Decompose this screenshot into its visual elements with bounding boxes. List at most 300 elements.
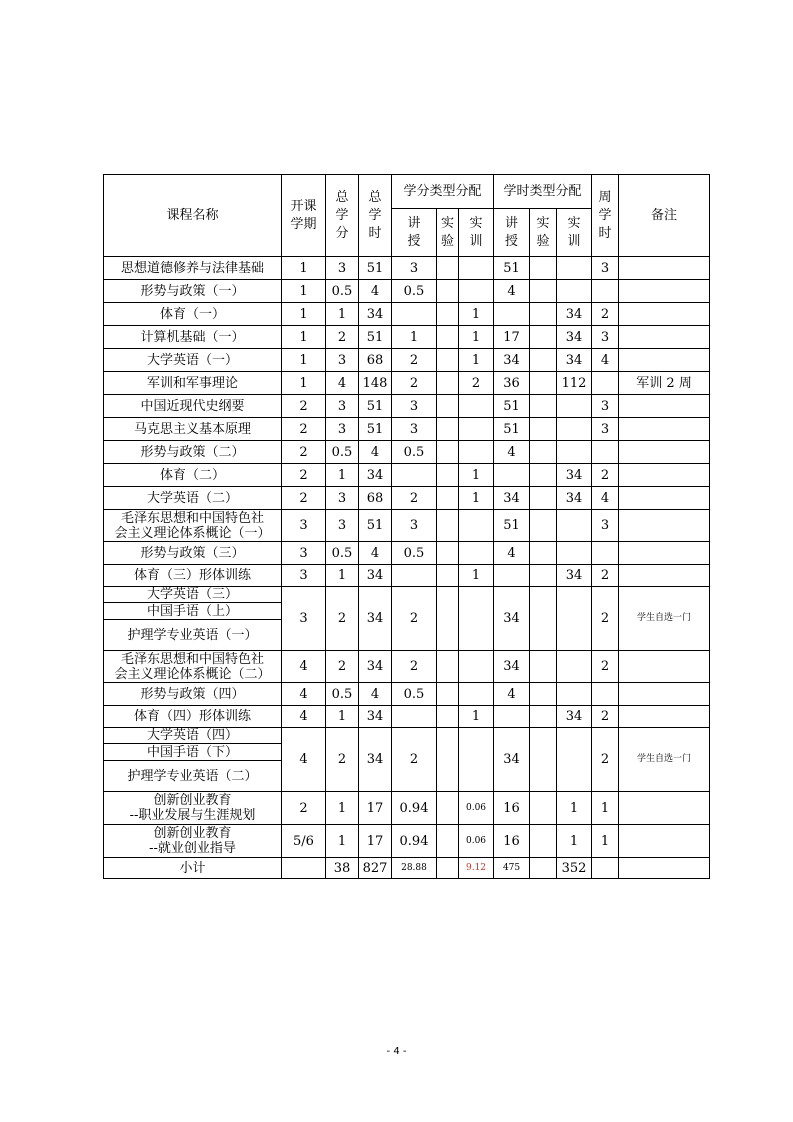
remark (619, 395, 710, 418)
total-hours: 34 (359, 587, 392, 651)
header-credit-distribution: 学分类型分配 (392, 175, 494, 209)
table-row (104, 651, 710, 683)
remark (619, 441, 710, 464)
credit-lecture: 2 (392, 349, 437, 372)
credit-experiment (437, 257, 459, 280)
total-credits: 1 (326, 464, 359, 487)
credit-lecture (392, 565, 437, 587)
hour-experiment (530, 326, 557, 349)
subtotal-label: 小计 (104, 858, 282, 879)
hour-lecture: 51 (494, 395, 530, 418)
table-row (104, 510, 710, 542)
credit-experiment (437, 441, 459, 464)
weekly-hours: 1 (592, 825, 619, 858)
semester: 2 (282, 441, 326, 464)
weekly-hours: 2 (592, 464, 619, 487)
hour-lecture (494, 565, 530, 587)
semester: 4 (282, 683, 326, 706)
total-hours: 51 (359, 326, 392, 349)
semester: 2 (282, 464, 326, 487)
weekly-hours: 3 (592, 418, 619, 441)
hour-experiment (530, 542, 557, 565)
total-credits: 2 (326, 587, 359, 651)
hour-experiment (530, 303, 557, 326)
remark (619, 792, 710, 825)
credit-training: 0.06 (459, 792, 494, 825)
hour-lecture: 51 (494, 418, 530, 441)
course-name: 体育（三）形体训练 (104, 565, 282, 587)
credit-lecture (392, 464, 437, 487)
remark (619, 510, 710, 542)
elective-group (104, 728, 710, 744)
semester: 2 (282, 792, 326, 825)
remark (619, 487, 710, 510)
course-name: 思想道德修养与法律基础 (104, 257, 282, 280)
credit-training (459, 510, 494, 542)
hour-lecture: 34 (494, 587, 530, 651)
hour-training (557, 542, 592, 565)
table-row (104, 542, 710, 565)
table-row (104, 349, 710, 372)
total-credits: 2 (326, 728, 359, 792)
hour-lecture (494, 706, 530, 728)
total-credits: 3 (326, 487, 359, 510)
hour-experiment (530, 441, 557, 464)
total-hours: 4 (359, 280, 392, 303)
credit-experiment (437, 349, 459, 372)
credit-experiment (437, 395, 459, 418)
semester: 2 (282, 418, 326, 441)
credit-training: 1 (459, 464, 494, 487)
remark (619, 349, 710, 372)
table-row (104, 565, 710, 587)
credit-training: 1 (459, 487, 494, 510)
total-hours: 51 (359, 395, 392, 418)
semester: 5/6 (282, 825, 326, 858)
credit-lecture: 2 (392, 487, 437, 510)
total-hours: 34 (359, 651, 392, 683)
header-credit-experiment: 实验 (437, 209, 459, 257)
credit-lecture: 3 (392, 510, 437, 542)
total-credits: 3 (326, 349, 359, 372)
table-row (104, 441, 710, 464)
hour-experiment (530, 825, 557, 858)
credit-lecture: 0.94 (392, 792, 437, 825)
credit-experiment (437, 651, 459, 683)
credit-experiment (437, 542, 459, 565)
hour-lecture: 16 (494, 792, 530, 825)
subtotal-row (104, 858, 710, 879)
total-credits: 0.5 (326, 542, 359, 565)
remark (619, 565, 710, 587)
credit-experiment (437, 825, 459, 858)
total-hours: 148 (359, 372, 392, 395)
credit-lecture: 3 (392, 257, 437, 280)
credit-training (459, 728, 494, 792)
credit-experiment (437, 326, 459, 349)
elective-group (104, 587, 710, 603)
weekly-hours (592, 372, 619, 395)
hour-training (557, 683, 592, 706)
hour-training (557, 728, 592, 792)
semester: 2 (282, 487, 326, 510)
total-hours: 68 (359, 487, 392, 510)
remark (619, 303, 710, 326)
course-name: 形势与政策（一） (104, 280, 282, 303)
table-row (104, 257, 710, 280)
weekly-hours: 2 (592, 565, 619, 587)
semester (282, 858, 326, 879)
table-row (104, 372, 710, 395)
header-total-credits: 总学分 (326, 175, 359, 257)
total-credits: 1 (326, 303, 359, 326)
header-hour-lecture: 讲授 (494, 209, 530, 257)
total-hours: 51 (359, 418, 392, 441)
hour-training (557, 280, 592, 303)
credit-experiment (437, 418, 459, 441)
course-name: 形势与政策（四） (104, 683, 282, 706)
hour-training (557, 651, 592, 683)
hour-lecture: 16 (494, 825, 530, 858)
credit-training: 1 (459, 326, 494, 349)
course-name: 大学英语（四） (104, 728, 282, 744)
credit-experiment (437, 728, 459, 792)
table-row (104, 487, 710, 510)
course-name: 马克思主义基本原理 (104, 418, 282, 441)
hour-experiment (530, 257, 557, 280)
header-semester: 开课学期 (282, 175, 326, 257)
semester: 3 (282, 587, 326, 651)
semester: 1 (282, 257, 326, 280)
hour-lecture: 4 (494, 441, 530, 464)
hour-lecture: 475 (494, 858, 530, 879)
credit-training (459, 280, 494, 303)
credit-training (459, 587, 494, 651)
hour-lecture (494, 303, 530, 326)
credit-lecture: 2 (392, 587, 437, 651)
header-total-hours: 总学时 (359, 175, 392, 257)
credit-training (459, 395, 494, 418)
semester: 1 (282, 280, 326, 303)
header-hour-training: 实训 (557, 209, 592, 257)
hour-lecture: 4 (494, 280, 530, 303)
semester: 2 (282, 395, 326, 418)
credit-lecture: 0.94 (392, 825, 437, 858)
credit-experiment (437, 464, 459, 487)
hour-training: 1 (557, 792, 592, 825)
hour-experiment (530, 418, 557, 441)
hour-experiment (530, 858, 557, 879)
total-credits: 4 (326, 372, 359, 395)
total-hours: 4 (359, 441, 392, 464)
course-name: 军训和军事理论 (104, 372, 282, 395)
hour-training: 34 (557, 326, 592, 349)
total-hours: 34 (359, 464, 392, 487)
credit-training: 0.06 (459, 825, 494, 858)
course-name: 中国手语（上） (104, 603, 282, 620)
header-remark: 备注 (619, 175, 710, 257)
header-course-name: 课程名称 (104, 175, 282, 257)
course-name: 护理学专业英语（二） (104, 761, 282, 792)
credit-training (459, 542, 494, 565)
weekly-hours: 2 (592, 728, 619, 792)
hour-lecture: 4 (494, 683, 530, 706)
total-hours: 34 (359, 303, 392, 326)
remark (619, 280, 710, 303)
hour-training (557, 395, 592, 418)
page-number: - 4 - (386, 1046, 407, 1057)
credit-lecture (392, 303, 437, 326)
hour-lecture: 51 (494, 257, 530, 280)
credit-lecture: 0.5 (392, 683, 437, 706)
total-credits: 2 (326, 651, 359, 683)
weekly-hours: 2 (592, 587, 619, 651)
total-credits: 3 (326, 257, 359, 280)
remark: 学生自选一门 (619, 728, 710, 792)
course-name: 创新创业教育 --职业发展与生涯规划 (104, 792, 282, 825)
credit-experiment (437, 565, 459, 587)
credit-lecture: 2 (392, 372, 437, 395)
weekly-hours: 2 (592, 706, 619, 728)
course-name: 形势与政策（三） (104, 542, 282, 565)
table-row (104, 706, 710, 728)
table-row (104, 395, 710, 418)
curriculum-table (103, 174, 710, 879)
course-name: 中国手语（下） (104, 744, 282, 761)
semester: 4 (282, 651, 326, 683)
hour-lecture: 17 (494, 326, 530, 349)
credit-training (459, 441, 494, 464)
table-row (104, 792, 710, 825)
weekly-hours: 4 (592, 487, 619, 510)
remark (619, 651, 710, 683)
course-name: 大学英语（三） (104, 587, 282, 603)
remark (619, 326, 710, 349)
total-hours: 4 (359, 542, 392, 565)
credit-experiment (437, 280, 459, 303)
credit-lecture (392, 706, 437, 728)
hour-training (557, 510, 592, 542)
remark: 学生自选一门 (619, 587, 710, 651)
semester: 4 (282, 706, 326, 728)
total-credits: 38 (326, 858, 359, 879)
course-name: 形势与政策（二） (104, 441, 282, 464)
credit-training: 1 (459, 303, 494, 326)
course-name: 创新创业教育 --就业创业指导 (104, 825, 282, 858)
hour-training: 352 (557, 858, 592, 879)
weekly-hours: 3 (592, 326, 619, 349)
semester: 4 (282, 728, 326, 792)
semester: 1 (282, 303, 326, 326)
credit-experiment (437, 587, 459, 651)
hour-training: 34 (557, 303, 592, 326)
credit-training (459, 257, 494, 280)
weekly-hours (592, 683, 619, 706)
credit-experiment (437, 683, 459, 706)
hour-experiment (530, 728, 557, 792)
total-hours: 4 (359, 683, 392, 706)
total-hours: 34 (359, 728, 392, 792)
weekly-hours: 2 (592, 651, 619, 683)
hour-experiment (530, 565, 557, 587)
remark (619, 825, 710, 858)
hour-lecture (494, 464, 530, 487)
hour-training: 112 (557, 372, 592, 395)
hour-experiment (530, 683, 557, 706)
table-row (104, 683, 710, 706)
remark (619, 257, 710, 280)
total-hours: 34 (359, 706, 392, 728)
semester: 3 (282, 565, 326, 587)
course-name: 大学英语（二） (104, 487, 282, 510)
course-name: 护理学专业英语（一） (104, 620, 282, 651)
table-row (104, 280, 710, 303)
table-row (104, 418, 710, 441)
total-credits: 0.5 (326, 280, 359, 303)
course-name: 体育（一） (104, 303, 282, 326)
course-name: 毛泽东思想和中国特色社 会主义理论体系概论（一） (104, 510, 282, 542)
credit-lecture: 0.5 (392, 441, 437, 464)
table-row (104, 825, 710, 858)
credit-experiment (437, 792, 459, 825)
credit-lecture: 0.5 (392, 542, 437, 565)
remark (619, 683, 710, 706)
hour-training: 34 (557, 349, 592, 372)
credit-experiment (437, 487, 459, 510)
hour-experiment (530, 349, 557, 372)
remark (619, 418, 710, 441)
total-credits: 3 (326, 395, 359, 418)
course-name: 计算机基础（一） (104, 326, 282, 349)
hour-experiment (530, 510, 557, 542)
header-hour-distribution: 学时类型分配 (494, 175, 592, 209)
hour-training (557, 418, 592, 441)
remark (619, 464, 710, 487)
weekly-hours: 4 (592, 349, 619, 372)
credit-training: 1 (459, 565, 494, 587)
credit-training: 1 (459, 349, 494, 372)
total-hours: 68 (359, 349, 392, 372)
total-credits: 1 (326, 706, 359, 728)
credit-training (459, 683, 494, 706)
hour-experiment (530, 792, 557, 825)
credit-lecture: 28.88 (392, 858, 437, 879)
credit-experiment (437, 706, 459, 728)
credit-training: 2 (459, 372, 494, 395)
credit-experiment (437, 303, 459, 326)
total-credits: 1 (326, 565, 359, 587)
course-name: 体育（四）形体训练 (104, 706, 282, 728)
course-name: 体育（二） (104, 464, 282, 487)
credit-training (459, 651, 494, 683)
weekly-hours: 1 (592, 792, 619, 825)
remark (619, 858, 710, 879)
hour-lecture: 34 (494, 651, 530, 683)
total-credits: 1 (326, 792, 359, 825)
hour-training: 34 (557, 706, 592, 728)
course-name: 毛泽东思想和中国特色社 会主义理论体系概论（二） (104, 651, 282, 683)
hour-lecture: 51 (494, 510, 530, 542)
hour-training: 34 (557, 565, 592, 587)
total-hours: 17 (359, 825, 392, 858)
total-hours: 17 (359, 792, 392, 825)
weekly-hours: 3 (592, 395, 619, 418)
credit-experiment (437, 510, 459, 542)
total-credits: 3 (326, 418, 359, 441)
total-hours: 51 (359, 257, 392, 280)
total-credits: 0.5 (326, 441, 359, 464)
hour-experiment (530, 706, 557, 728)
header-credit-training: 实训 (459, 209, 494, 257)
table-row (104, 326, 710, 349)
credit-experiment (437, 372, 459, 395)
hour-lecture: 34 (494, 487, 530, 510)
weekly-hours (592, 542, 619, 565)
hour-training: 34 (557, 464, 592, 487)
credit-lecture: 2 (392, 728, 437, 792)
total-credits: 2 (326, 326, 359, 349)
credit-training (459, 418, 494, 441)
header-hour-experiment: 实验 (530, 209, 557, 257)
total-hours: 51 (359, 510, 392, 542)
weekly-hours: 2 (592, 303, 619, 326)
total-credits: 0.5 (326, 683, 359, 706)
credit-experiment (437, 858, 459, 879)
hour-lecture: 4 (494, 542, 530, 565)
hour-experiment (530, 395, 557, 418)
hour-training (557, 257, 592, 280)
credit-lecture: 1 (392, 326, 437, 349)
total-hours: 34 (359, 565, 392, 587)
total-credits: 1 (326, 825, 359, 858)
weekly-hours: 3 (592, 510, 619, 542)
hour-lecture: 36 (494, 372, 530, 395)
weekly-hours (592, 858, 619, 879)
hour-training: 34 (557, 487, 592, 510)
weekly-hours (592, 441, 619, 464)
hour-training: 1 (557, 825, 592, 858)
hour-lecture: 34 (494, 349, 530, 372)
course-name: 中国近现代史纲要 (104, 395, 282, 418)
semester: 3 (282, 542, 326, 565)
remark: 军训 2 周 (619, 372, 710, 395)
credit-lecture: 3 (392, 418, 437, 441)
hour-training (557, 587, 592, 651)
hour-lecture: 34 (494, 728, 530, 792)
header-weekly-hours: 周学时 (592, 175, 619, 257)
hour-experiment (530, 464, 557, 487)
total-hours: 827 (359, 858, 392, 879)
hour-experiment (530, 587, 557, 651)
table-row (104, 303, 710, 326)
hour-experiment (530, 651, 557, 683)
credit-training: 1 (459, 706, 494, 728)
hour-training (557, 441, 592, 464)
hour-experiment (530, 372, 557, 395)
semester: 1 (282, 349, 326, 372)
course-name: 大学英语（一） (104, 349, 282, 372)
weekly-hours (592, 280, 619, 303)
semester: 1 (282, 372, 326, 395)
semester: 1 (282, 326, 326, 349)
credit-lecture: 2 (392, 651, 437, 683)
credit-lecture: 0.5 (392, 280, 437, 303)
hour-experiment (530, 280, 557, 303)
table-row (104, 464, 710, 487)
remark (619, 542, 710, 565)
weekly-hours: 3 (592, 257, 619, 280)
semester: 3 (282, 510, 326, 542)
